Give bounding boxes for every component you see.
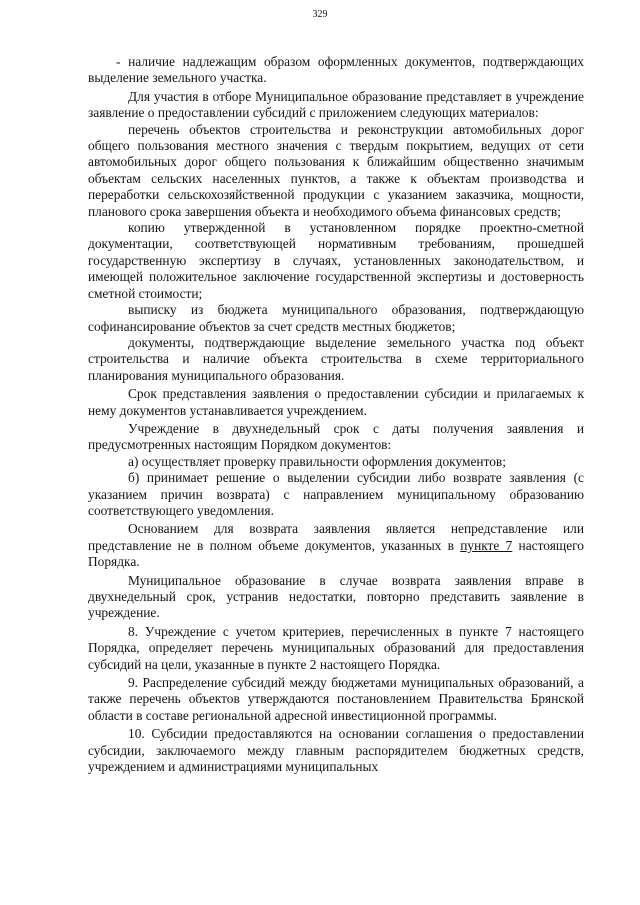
document-body (88, 54, 584, 775)
paragraph-two-week-review: Учреждение в двухнедельный срок с даты получения заявления и предусмотренных настоящим Порядком документов: (88, 420, 584, 453)
return-text-end: настоящего Порядка. (88, 537, 584, 570)
page-number: 329 (312, 9, 328, 20)
point-7-link[interactable]: пункте 7 (460, 537, 513, 553)
paragraph-objects-list: перечень объектов строительства и реконструкции автомобильных дорог общего пользования местного значения с твердым покрытием, ведущих от сети автомобильных дорог общего пользования к ближайшим общественно значимым объектам сельских населенных пунктов, а также к объектам производства и переработки сельскохозяйственной продукции с указанием заказчика, мощности, планового срока завершения объекта и необходимого объема финансовых средств; (88, 121, 584, 219)
paragraph-participation: Для участия в отборе Муниципальное образование представляет в учреждение заявление о предоставлении субсидий с приложением следующих материалов: (88, 88, 584, 121)
paragraph-section-9: 9. Распределение субсидий между бюджетами муниципальных образований, а также перечень объектов утверждаются постановлением Правительства Брянской области в составе региональной адресной инвестиционной программы. (88, 675, 584, 723)
paragraph-deadline: Срок представления заявления о предоставлении субсидии и прилагаемых к нему документов устанавливается учреждением. (88, 386, 584, 418)
paragraph-section-10: 10. Субсидии предоставляются на основании соглашения о предоставлении субсидии, заключаемого между главным распорядителем бюджетных средств, учреждением и администрациями муниципальных (88, 726, 584, 775)
paragraph-land-plot: документы, подтверждающие выделение земельного участка под объект строительства и наличие объекта строительства в схеме территориального планирования муниципального образования. (88, 334, 584, 383)
return-text-start: Основанием для возврата заявления является непредставление или представление не в полном объеме документов, указанных в (88, 521, 584, 553)
paragraph-item-a: а) осуществляет проверку правильности оформления документов; (128, 453, 506, 469)
paragraph-resubmission: Муниципальное образование в случае возврата заявления вправе в двухнедельный срок, устранив недостатки, повторно представить заявление в учреждение. (88, 572, 584, 621)
paragraph-return-grounds (88, 521, 584, 570)
paragraph-section-8: 8. Учреждение с учетом критериев, перечисленных в пункте 7 настоящего Порядка, определяет перечень муниципальных образований для предоставления субсидий на цели, указанные в пункте 2 настоящего Порядка. (88, 623, 584, 672)
paragraph-land-documents: - наличие надлежащим образом оформленных документов, подтверждающих выделение земельного участка. (88, 54, 584, 86)
paragraph-item-b: б) принимает решение о выделении субсидии либо возврате заявления (с указанием причин возврата) с направлением муниципальному образованию соответствующего уведомления. (88, 470, 584, 518)
paragraph-design-documentation: копию утвержденной в установленном порядке проектно-сметной документации, соответствующей нормативным требованиям, прошедшей государственную экспертизу в случаях, установленных законодательством, и имеющей положительное заключение государственной экспертизы и достоверность сметной стоимости; (88, 220, 584, 301)
paragraph-budget-extract: выписку из бюджета муниципального образования, подтверждающую софинансирование объектов за счет средств местных бюджетов; (88, 302, 584, 334)
